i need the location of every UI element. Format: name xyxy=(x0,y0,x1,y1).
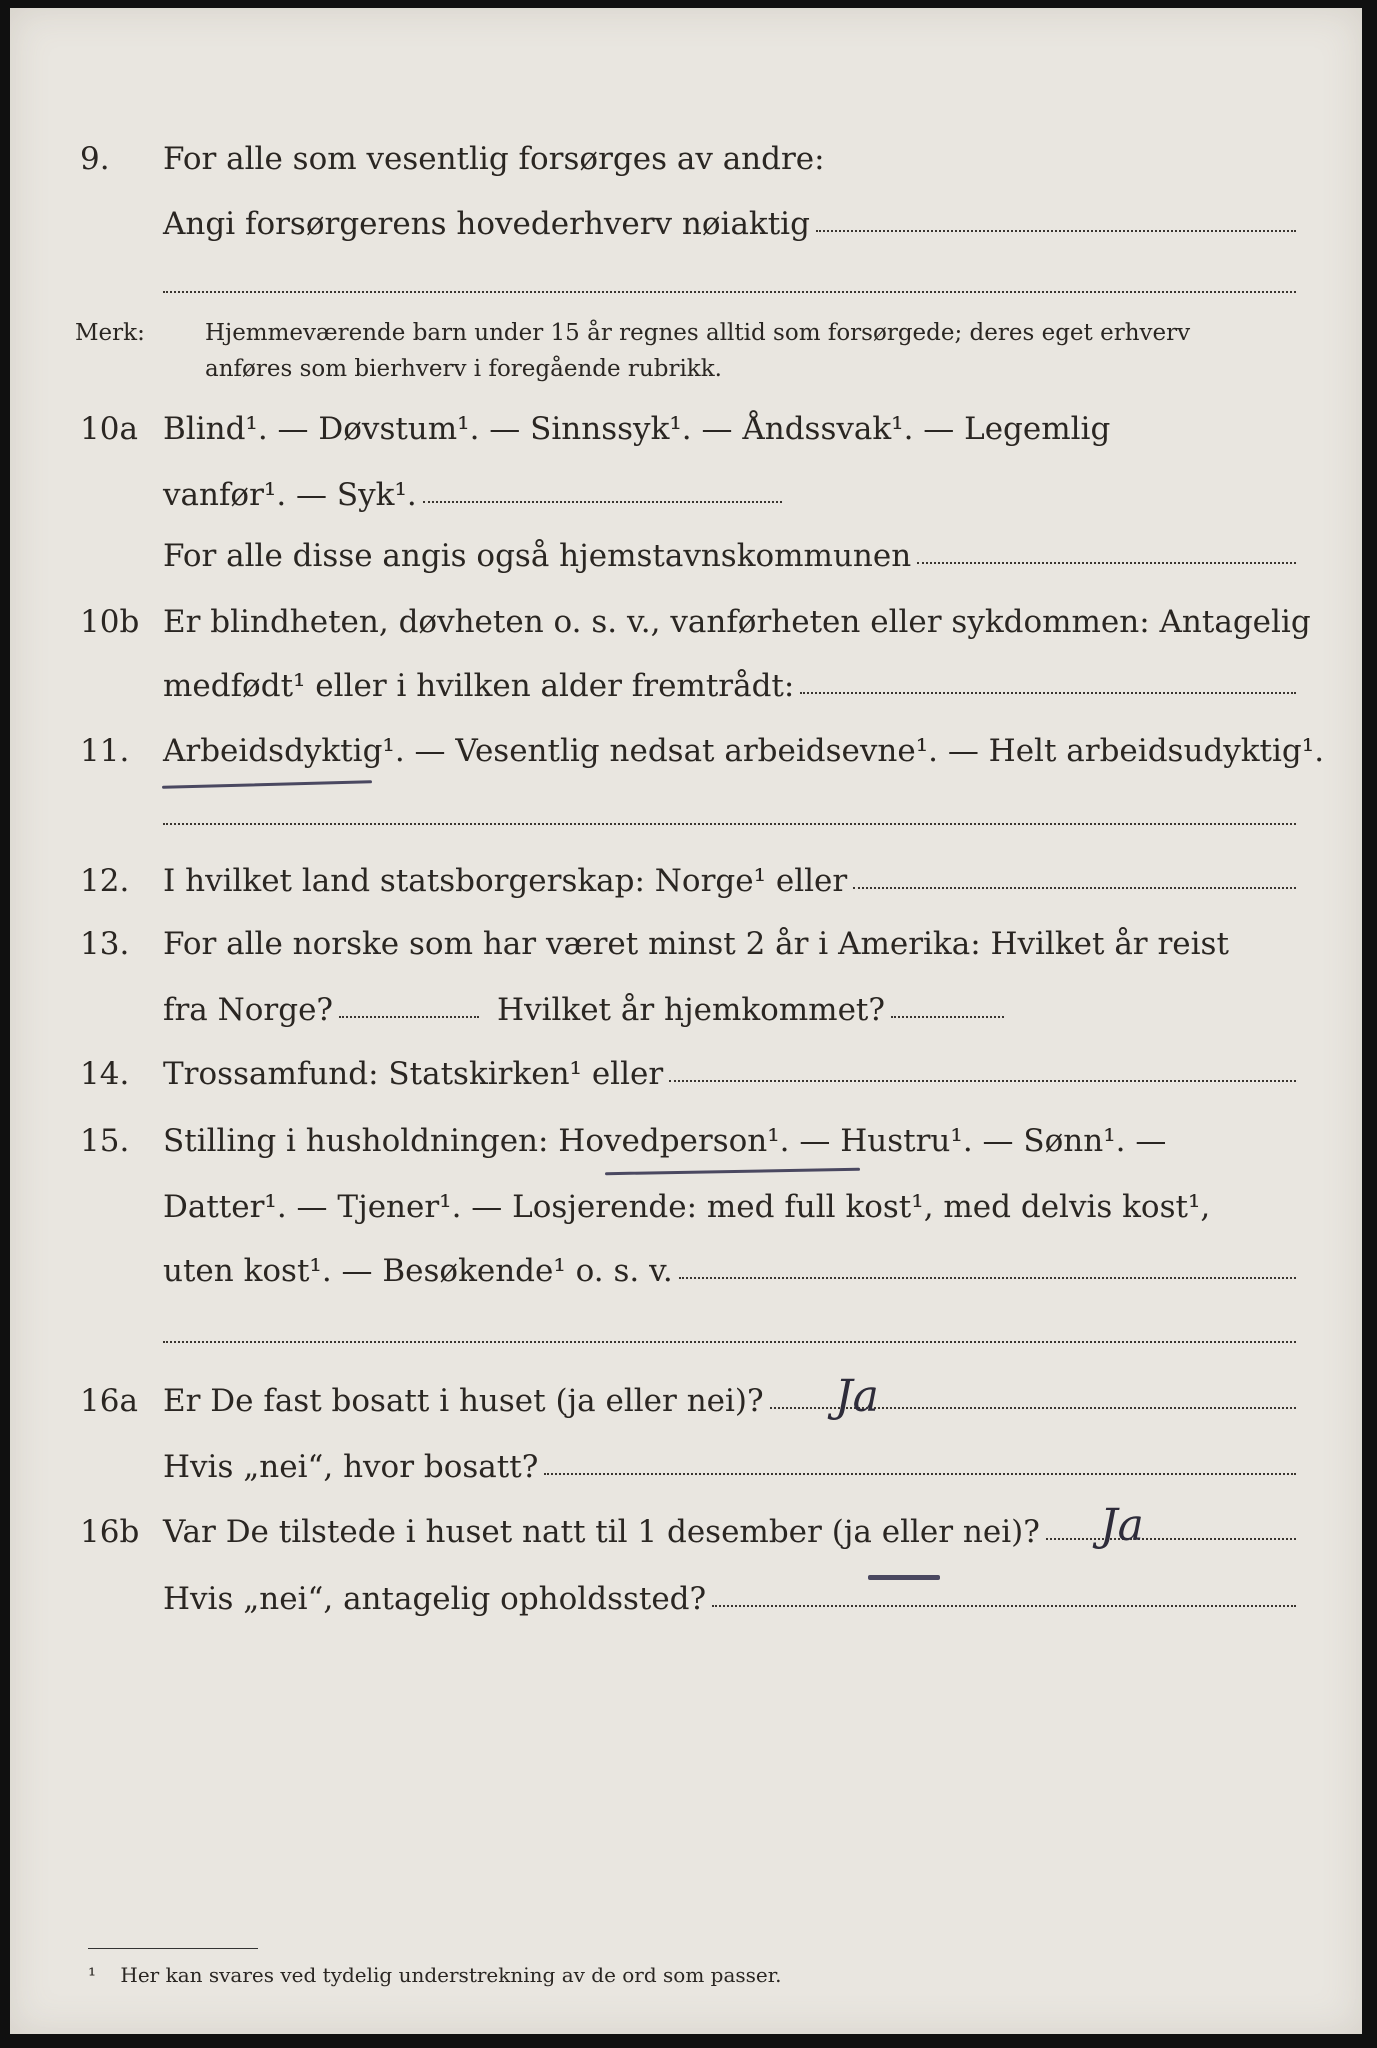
question-text: Blind¹. — Døvstum¹. — Sinnssyk¹. — Åndssvak¹. — Legemlig xyxy=(163,411,1111,447)
answer-line[interactable] xyxy=(339,1016,479,1018)
question-text: uten kost¹. — Besøkende¹ o. s. v. xyxy=(163,1253,673,1289)
answer-line[interactable] xyxy=(423,501,782,503)
question-14 xyxy=(10,1056,1362,1096)
question-text: Er blindheten, døvheten o. s. v., vanførheten eller sykdommen: Antagelig xyxy=(163,604,1311,640)
question-text: For alle norske som har været minst 2 år i Amerika: Hvilket år reist xyxy=(163,926,1229,962)
question-15-line-3 xyxy=(10,1253,1362,1293)
handwritten-underline xyxy=(162,780,372,788)
answer-line[interactable] xyxy=(1046,1538,1296,1540)
footnote-rule xyxy=(88,1948,258,1949)
question-number: 13. xyxy=(80,926,130,962)
question-13-line-2 xyxy=(10,992,1362,1032)
answer-line[interactable] xyxy=(917,562,1296,564)
question-text: fra Norge? xyxy=(163,992,334,1028)
question-number: 16a xyxy=(80,1383,138,1419)
handwritten-answer: Ja xyxy=(1100,1500,1144,1551)
question-text: I hvilket land statsborgerskap: Norge¹ eller xyxy=(163,863,848,899)
question-text: Hvis „nei“, antagelig opholdssted? xyxy=(163,1581,707,1617)
question-10a-line-2 xyxy=(10,477,1362,517)
question-number: 10a xyxy=(80,411,138,447)
question-text: Er De fast bosatt i huset (ja eller nei)? xyxy=(163,1383,764,1419)
note-text: Hjemmeværende barn under 15 år regnes alltid som forsørgede; deres eget erhverv xyxy=(205,320,1191,346)
question-text: Trossamfund: Statskirken¹ eller xyxy=(163,1056,664,1092)
answer-line[interactable] xyxy=(800,692,1296,694)
question-number: 14. xyxy=(80,1056,130,1092)
note-text: anføres som bierhverv i foregående rubrikk. xyxy=(205,356,722,382)
question-16b-line-2 xyxy=(10,1581,1362,1621)
answer-line[interactable] xyxy=(816,230,1296,232)
question-number: 12. xyxy=(80,863,130,899)
handwritten-underline xyxy=(868,1575,940,1580)
question-text: Angi forsørgerens hovederhverv nøiaktig xyxy=(163,206,810,242)
question-text: Var De tilstede i huset natt til 1 desember (ja eller nei)? xyxy=(163,1514,1040,1550)
question-10b-line-2 xyxy=(10,668,1362,708)
handwritten-answer: Ja xyxy=(835,1371,879,1422)
question-9-line-2 xyxy=(10,206,1362,246)
answer-line[interactable] xyxy=(679,1277,1296,1279)
answer-line[interactable] xyxy=(891,1016,1004,1018)
question-text: vanfør¹. — Syk¹. xyxy=(163,477,417,513)
question-text: medfødt¹ eller i hvilken alder fremtrådt: xyxy=(163,668,795,704)
question-number: 9. xyxy=(80,141,110,177)
answer-line[interactable] xyxy=(853,887,1296,889)
answer-line[interactable] xyxy=(163,823,1296,825)
question-number: 10b xyxy=(80,604,140,640)
question-text: Arbeidsdyktig¹. — Vesentlig nedsat arbeidsevne¹. — Helt arbeidsudyktig¹. xyxy=(163,733,1325,769)
question-number: 15. xyxy=(80,1123,130,1159)
footnote-mark: ¹ xyxy=(88,1963,97,1987)
question-text: Stilling i husholdningen: Hovedperson¹. — Hustru¹. — Sønn¹. — xyxy=(163,1123,1167,1159)
question-16b xyxy=(10,1500,1362,1564)
question-16a-line-2 xyxy=(10,1449,1362,1489)
question-10a-line-3 xyxy=(10,538,1362,578)
handwritten-underline xyxy=(605,1168,860,1175)
question-text: Hvilket år hjemkommet? xyxy=(497,992,886,1028)
question-text: For alle som vesentlig forsørges av andre: xyxy=(163,141,825,177)
question-number: 11. xyxy=(80,733,130,769)
question-16a xyxy=(10,1371,1362,1433)
answer-line[interactable] xyxy=(669,1080,1296,1082)
question-number: 16b xyxy=(80,1514,140,1550)
footnote-text: Her kan svares ved tydelig understrekning av de ord som passer. xyxy=(120,1963,782,1987)
answer-line[interactable] xyxy=(712,1605,1296,1607)
note-label: Merk: xyxy=(75,320,145,346)
answer-line[interactable] xyxy=(163,1341,1296,1343)
footnote xyxy=(88,1963,781,1987)
question-text: For alle disse angis også hjemstavnskommunen xyxy=(163,538,912,574)
census-form-page xyxy=(10,8,1362,2034)
question-text: Datter¹. — Tjener¹. — Losjerende: med full kost¹, med delvis kost¹, xyxy=(163,1189,1211,1225)
answer-line[interactable] xyxy=(544,1473,1296,1475)
answer-line[interactable] xyxy=(163,291,1296,293)
question-text: Hvis „nei“, hvor bosatt? xyxy=(163,1449,539,1485)
question-12 xyxy=(10,863,1362,903)
